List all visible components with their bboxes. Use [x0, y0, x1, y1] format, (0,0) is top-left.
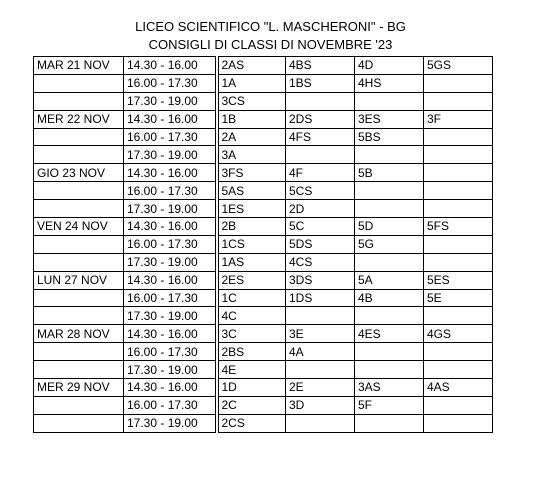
class-cell — [424, 200, 493, 218]
class-cell — [424, 253, 493, 271]
table-row — [34, 218, 493, 236]
class-cell: 5A — [355, 271, 424, 289]
document-subtitle: CONSIGLI DI CLASSI DI NOVEMBRE '23 — [148, 37, 393, 52]
class-cell: 5D — [355, 218, 424, 236]
day-cell — [34, 235, 124, 253]
class-cell — [286, 414, 355, 432]
day-cell — [34, 200, 124, 218]
time-slot-cell: 16.00 - 17.30 — [124, 182, 217, 200]
class-cell: 2ES — [217, 271, 286, 289]
class-cell: 4F — [286, 164, 355, 182]
time-slot-cell: 16.00 - 17.30 — [124, 396, 217, 414]
class-cell: 4GS — [424, 325, 493, 343]
class-cell — [355, 253, 424, 271]
class-cell: 1B — [217, 110, 286, 128]
class-cell: 1C — [217, 289, 286, 307]
class-cell: 5ES — [424, 271, 493, 289]
class-cell: 4BS — [286, 57, 355, 75]
class-cell: 5B — [355, 164, 424, 182]
class-cell — [355, 414, 424, 432]
day-cell: VEN 24 NOV — [34, 218, 124, 236]
class-cell: 4AS — [424, 379, 493, 397]
class-cell: 3C — [217, 325, 286, 343]
table-row — [34, 414, 493, 432]
class-cell: 5BS — [355, 128, 424, 146]
class-cell: 5FS — [424, 218, 493, 236]
class-cell — [355, 343, 424, 361]
day-cell: MAR 21 NOV — [34, 57, 124, 75]
time-slot-cell: 17.30 - 19.00 — [124, 146, 217, 164]
class-cell: 1CS — [217, 235, 286, 253]
day-cell — [34, 396, 124, 414]
class-cell — [286, 146, 355, 164]
class-cell — [424, 307, 493, 325]
table-row — [34, 146, 493, 164]
class-cell — [424, 146, 493, 164]
time-slot-cell: 16.00 - 17.30 — [124, 128, 217, 146]
table-row — [34, 235, 493, 253]
day-cell — [34, 307, 124, 325]
class-cell: 3DS — [286, 271, 355, 289]
time-slot-cell: 16.00 - 17.30 — [124, 235, 217, 253]
class-cell: 3ES — [355, 110, 424, 128]
time-slot-cell: 17.30 - 19.00 — [124, 414, 217, 432]
table-row — [34, 57, 493, 75]
day-cell — [34, 92, 124, 110]
time-slot-cell: 16.00 - 17.30 — [124, 343, 217, 361]
time-slot-cell: 14.30 - 16.00 — [124, 218, 217, 236]
class-cell — [424, 182, 493, 200]
class-cell — [286, 92, 355, 110]
class-cell — [424, 396, 493, 414]
class-cell — [424, 92, 493, 110]
day-cell: MAR 28 NOV — [34, 325, 124, 343]
class-cell: 2A — [217, 128, 286, 146]
time-slot-cell: 17.30 - 19.00 — [124, 92, 217, 110]
class-cell — [355, 200, 424, 218]
class-cell: 2BS — [217, 343, 286, 361]
day-cell — [34, 146, 124, 164]
document-title: LICEO SCIENTIFICO "L. MASCHERONI" - BG — [135, 19, 406, 34]
class-cell — [355, 182, 424, 200]
day-cell — [34, 128, 124, 146]
class-cell — [355, 307, 424, 325]
time-slot-cell: 17.30 - 19.00 — [124, 200, 217, 218]
class-cell: 5G — [355, 235, 424, 253]
class-cell — [286, 361, 355, 379]
class-cell — [424, 128, 493, 146]
time-slot-cell: 17.30 - 19.00 — [124, 361, 217, 379]
table-row — [34, 92, 493, 110]
day-cell — [34, 74, 124, 92]
class-cell: 3D — [286, 396, 355, 414]
class-cell: 2CS — [217, 414, 286, 432]
time-slot-cell: 17.30 - 19.00 — [124, 307, 217, 325]
class-cell: 4A — [286, 343, 355, 361]
day-cell — [34, 343, 124, 361]
class-cell: 3AS — [355, 379, 424, 397]
class-cell: 3CS — [217, 92, 286, 110]
class-cell — [355, 361, 424, 379]
class-cell: 2B — [217, 218, 286, 236]
table-row — [34, 200, 493, 218]
class-cell — [424, 74, 493, 92]
table-row — [34, 361, 493, 379]
day-cell: LUN 27 NOV — [34, 271, 124, 289]
class-cell: 1AS — [217, 253, 286, 271]
schedule-table — [33, 56, 493, 433]
table-row — [34, 110, 493, 128]
time-slot-cell: 14.30 - 16.00 — [124, 271, 217, 289]
class-cell: 2AS — [217, 57, 286, 75]
class-cell: 5AS — [217, 182, 286, 200]
day-cell — [34, 361, 124, 379]
table-row — [34, 182, 493, 200]
time-slot-cell: 16.00 - 17.30 — [124, 74, 217, 92]
class-cell: 2D — [286, 200, 355, 218]
class-cell — [424, 235, 493, 253]
class-cell: 5DS — [286, 235, 355, 253]
table-row — [34, 325, 493, 343]
class-cell: 3F — [424, 110, 493, 128]
table-row — [34, 289, 493, 307]
class-cell: 4HS — [355, 74, 424, 92]
table-row — [34, 307, 493, 325]
class-cell — [355, 146, 424, 164]
table-row — [34, 343, 493, 361]
class-cell: 1A — [217, 74, 286, 92]
day-cell — [34, 253, 124, 271]
class-cell: 4E — [217, 361, 286, 379]
table-row — [34, 271, 493, 289]
class-cell — [286, 307, 355, 325]
class-cell: 5CS — [286, 182, 355, 200]
class-cell: 4C — [217, 307, 286, 325]
table-row — [34, 128, 493, 146]
class-cell: 2C — [217, 396, 286, 414]
class-cell: 5E — [424, 289, 493, 307]
time-slot-cell: 14.30 - 16.00 — [124, 325, 217, 343]
class-cell: 5F — [355, 396, 424, 414]
day-cell — [34, 182, 124, 200]
day-cell: MER 29 NOV — [34, 379, 124, 397]
time-slot-cell: 14.30 - 16.00 — [124, 110, 217, 128]
class-cell: 5GS — [424, 57, 493, 75]
class-cell: 4D — [355, 57, 424, 75]
class-cell: 4FS — [286, 128, 355, 146]
day-cell — [34, 289, 124, 307]
class-cell: 1ES — [217, 200, 286, 218]
class-cell — [355, 92, 424, 110]
table-row — [34, 164, 493, 182]
table-row — [34, 396, 493, 414]
class-cell: 3A — [217, 146, 286, 164]
class-cell: 1DS — [286, 289, 355, 307]
class-cell: 4B — [355, 289, 424, 307]
class-cell — [424, 361, 493, 379]
time-slot-cell: 14.30 - 16.00 — [124, 164, 217, 182]
day-cell: GIO 23 NOV — [34, 164, 124, 182]
class-cell: 2E — [286, 379, 355, 397]
class-cell: 3FS — [217, 164, 286, 182]
table-row — [34, 379, 493, 397]
class-cell: 4ES — [355, 325, 424, 343]
time-slot-cell: 14.30 - 16.00 — [124, 57, 217, 75]
time-slot-cell: 14.30 - 16.00 — [124, 379, 217, 397]
class-cell — [424, 414, 493, 432]
class-cell: 3E — [286, 325, 355, 343]
class-cell: 1D — [217, 379, 286, 397]
class-cell — [424, 343, 493, 361]
class-cell — [424, 164, 493, 182]
class-cell: 2DS — [286, 110, 355, 128]
schedule-body — [34, 57, 493, 433]
time-slot-cell: 16.00 - 17.30 — [124, 289, 217, 307]
day-cell — [34, 414, 124, 432]
class-cell: 4CS — [286, 253, 355, 271]
class-cell: 5C — [286, 218, 355, 236]
table-row — [34, 253, 493, 271]
time-slot-cell: 17.30 - 19.00 — [124, 253, 217, 271]
table-row — [34, 74, 493, 92]
day-cell: MER 22 NOV — [34, 110, 124, 128]
class-cell: 1BS — [286, 74, 355, 92]
